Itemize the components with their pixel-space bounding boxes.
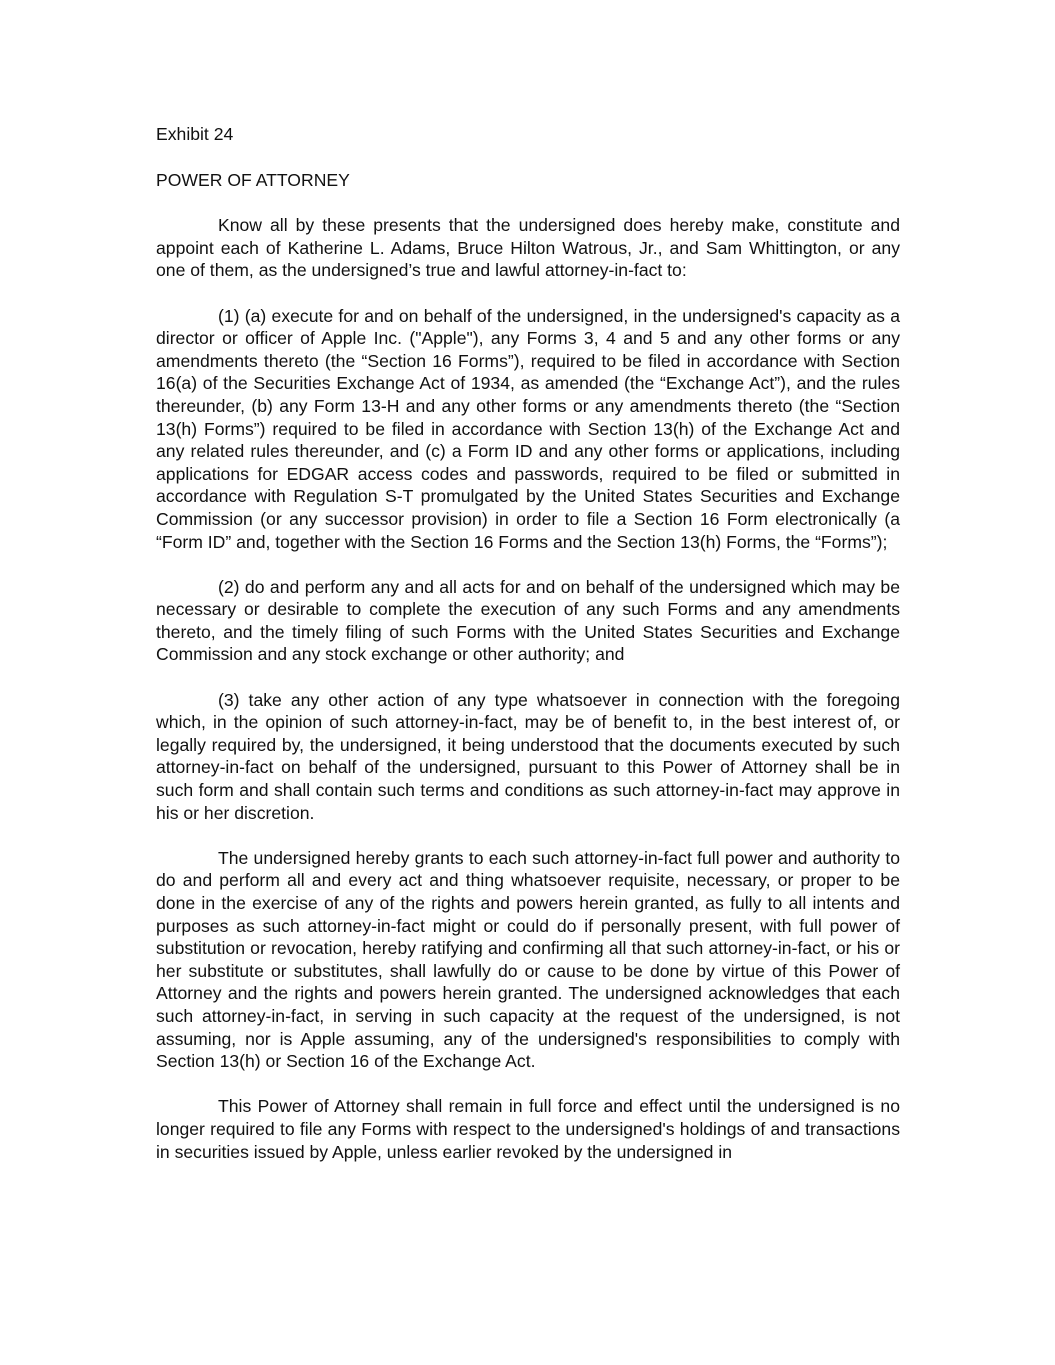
paragraph-grant-of-power: The undersigned hereby grants to each such attorney-in-fact full power and authority to do and perform all and every act and thing whatsoever requisite, necessary, or proper to be done in the exercise of any of the rights and powers herein granted, as fully to all intents and purposes as such attorney-in-fact might or could do if personally present, with full power of substitution or revocation, hereby ratifying and confirming all that such attorney-in-fact, or his or her substitute or substitutes, shall lawfully do or cause to be done by virtue of this Power of Attorney and the rights and powers herein granted. The undersigned acknowledges that each such attorney-in-fact, in serving in such capacity at the request of the undersigned, is not assuming, nor is Apple assuming, any of the undersigned's responsibilities to comply with Section 13(h) or Section 16 of the Exchange Act. (156, 847, 900, 1072)
paragraph-duration: This Power of Attorney shall remain in full force and effect until the undersigned is no longer required to file any Forms with respect to the undersigned's holdings of and transactions in securities issued by Apple, unless earlier revoked by the undersigned in (156, 1096, 900, 1162)
document-page (156, 123, 900, 1163)
paragraph-item-3: (3) take any other action of any type whatsoever in connection with the foregoing which, in the opinion of such attorney-in-fact, may be of benefit to, in the best interest of, or legally required by, the undersigned, it being understood that the documents executed by such attorney-in-fact on behalf of the undersigned, pursuant to this Power of Attorney shall be in such form and shall contain such terms and conditions as such attorney-in-fact may approve in his or her discretion. (156, 689, 900, 823)
paragraph-appointment: Know all by these presents that the undersigned does hereby make, constitute and appoint each of Katherine L. Adams, Bruce Hilton Watrous, Jr., and Sam Whittington, or any one of them, as the undersigned’s true and lawful attorney-in-fact to: (156, 215, 900, 281)
paragraph-item-1: (1) (a) execute for and on behalf of the undersigned, in the undersigned's capacity as a director or officer of Apple Inc. ("Apple"), any Forms 3, 4 and 5 and any other forms or any amendments thereto (the “Section 16 Forms”), required to be filed in accordance with Section 16(a) of the Securities Exchange Act of 1934, as amended (the “Exchange Act”), and the rules thereunder, (b) any Form 13-H and any other forms or any amendments thereto (the “Section 13(h) Forms”) required to be filed in accordance with Section 13(h) of the Exchange Act and any related rules thereunder, and (c) a Form ID and any other forms or applications, including applications for EDGAR access codes and passwords, required to be filed or submitted in accordance with Regulation S-T promulgated by the United States Securities and Exchange Commission (or any successor provision) in order to file a Section 16 Form electronically (a “Form ID” and, together with the Section 16 Forms and the Section 13(h) Forms, the “Forms”); (156, 305, 900, 552)
exhibit-label: Exhibit 24 (156, 124, 234, 144)
paragraph-item-2: (2) do and perform any and all acts for and on behalf of the undersigned which may be necessary or desirable to complete the execution of any such Forms and any amendments thereto, and the timely filing of such Forms with the United States Securities and Exchange Commission and any stock exchange or other authority; and (156, 576, 900, 665)
document-title: POWER OF ATTORNEY (156, 169, 350, 190)
